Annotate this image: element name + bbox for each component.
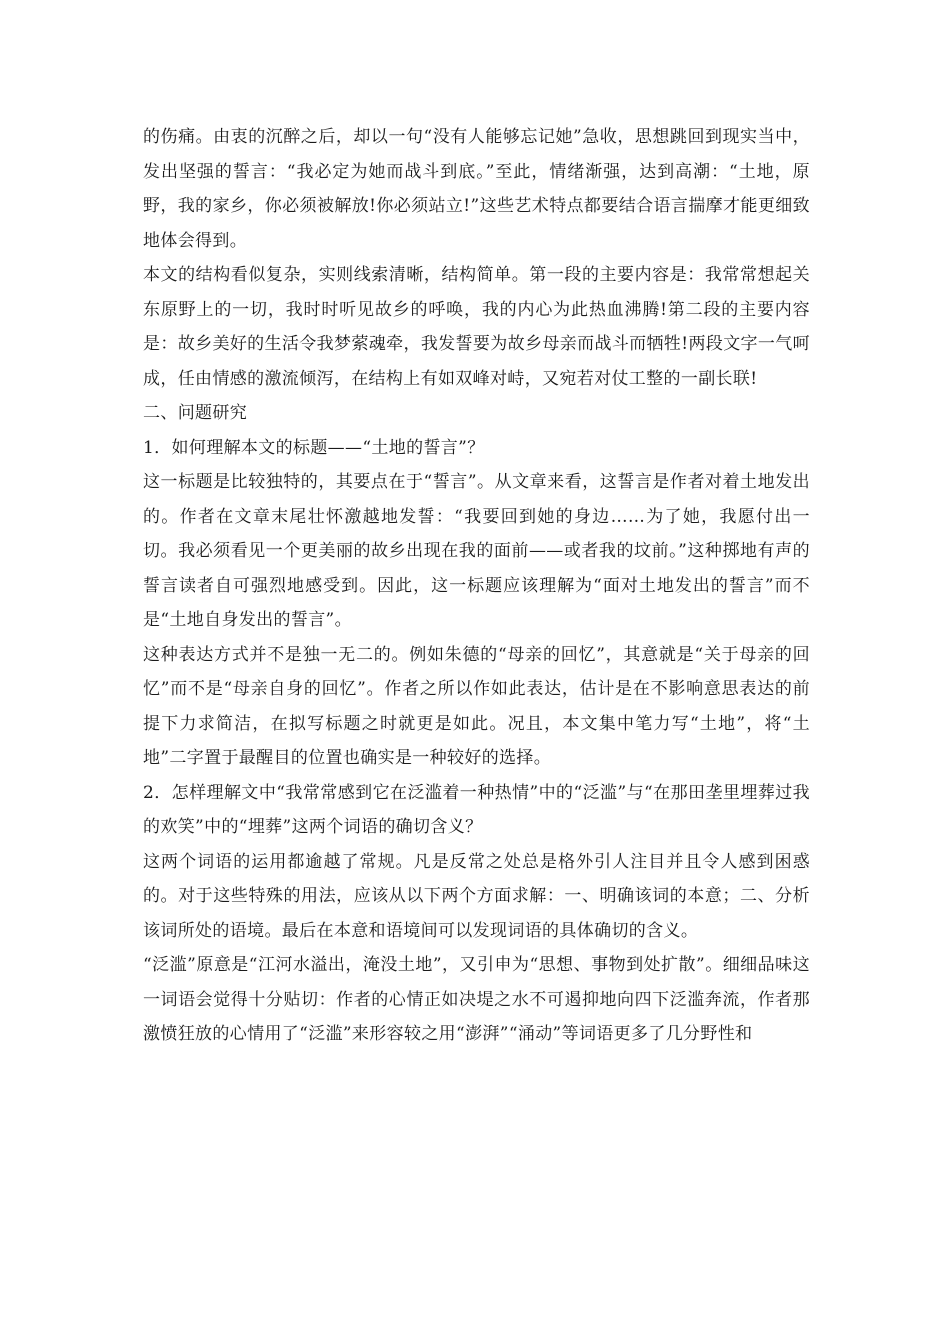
paragraph-art-features: 的伤痛。由衷的沉醉之后，却以一句“没有人能够忘记她”急收，思想跳回到现实当中，发出坚强的誓言：“我必定为她而战斗到底。”至此，情绪渐强，达到高潮：“土地，原野，我的家乡，你必须被解放!你必须站立!”这些艺术特点都要结合语言揣摩才能更细致地体会得到。 bbox=[143, 127, 810, 251]
body-text bbox=[143, 120, 810, 1052]
question-2: 2．怎样理解文中“我常常感到它在泛滥着一种热情”中的“泛滥”与“在那田垄里埋葬过我的欢笑”中的“埋葬”这两个词语的确切含义？ bbox=[143, 782, 810, 837]
answer-1-paragraph-2: 这种表达方式并不是独一无二的。例如朱德的“母亲的回忆”，其意就是“关于母亲的回忆”而不是“母亲自身的回忆”。作者之所以作如此表达，估计是在不影响意思表达的前提下力求简洁，在拟写标题之时就更是如此。况且，本文集中笔力写“土地”，将“土地”二字置于最醒目的位置也确实是一种较好的选择。 bbox=[143, 644, 810, 768]
paragraph-structure: 本文的结构看似复杂，实则线索清晰，结构简单。第一段的主要内容是：我常常想起关东原野上的一切，我时时听见故乡的呼唤，我的内心为此热血沸腾!第二段的主要内容是：故乡美好的生活令我梦萦魂牵，我发誓要为故乡母亲而战斗而牺牲!两段文字一气呵成，任由情感的激流倾泻，在结构上有如双峰对峙，又宛若对仗工整的一副长联! bbox=[143, 265, 810, 389]
question-1: 1．如何理解本文的标题——“土地的誓言”？ bbox=[143, 437, 485, 458]
answer-1-paragraph-1: 这一标题是比较独特的，其要点在于“誓言”。从文章来看，这誓言是作者对着土地发出的。作者在文章末尾壮怀激越地发誓：“我要回到她的身边……为了她，我愿付出一切。我必须看见一个更美丽的故乡出现在我的面前——或者我的坟前。”这种掷地有声的誓言读者自可强烈地感受到。因此，这一标题应该理解为“面对土地发出的誓言”而不是“土地自身发出的誓言”。 bbox=[143, 472, 810, 630]
answer-2-paragraph-1: 这两个词语的运用都逾越了常规。凡是反常之处总是格外引人注目并且令人感到困惑的。对于这些特殊的用法，应该从以下两个方面求解：一、明确该词的本意；二、分析该词所处的语境。最后在本意和语境间可以发现词语的具体确切的含义。 bbox=[143, 851, 810, 941]
section-heading-problem-study: 二、问题研究 bbox=[143, 403, 248, 423]
answer-2-paragraph-2: “泛滥”原意是“江河水溢出，淹没土地”，又引申为“思想、事物到处扩散”。细细品味这一词语会觉得十分贴切：作者的心情正如决堤之水不可遏抑地向四下泛滥奔流，作者那激愤狂放的心情用了“泛滥”来形容较之用“澎湃”“涌动”等词语更多了几分野性和 bbox=[143, 955, 810, 1044]
